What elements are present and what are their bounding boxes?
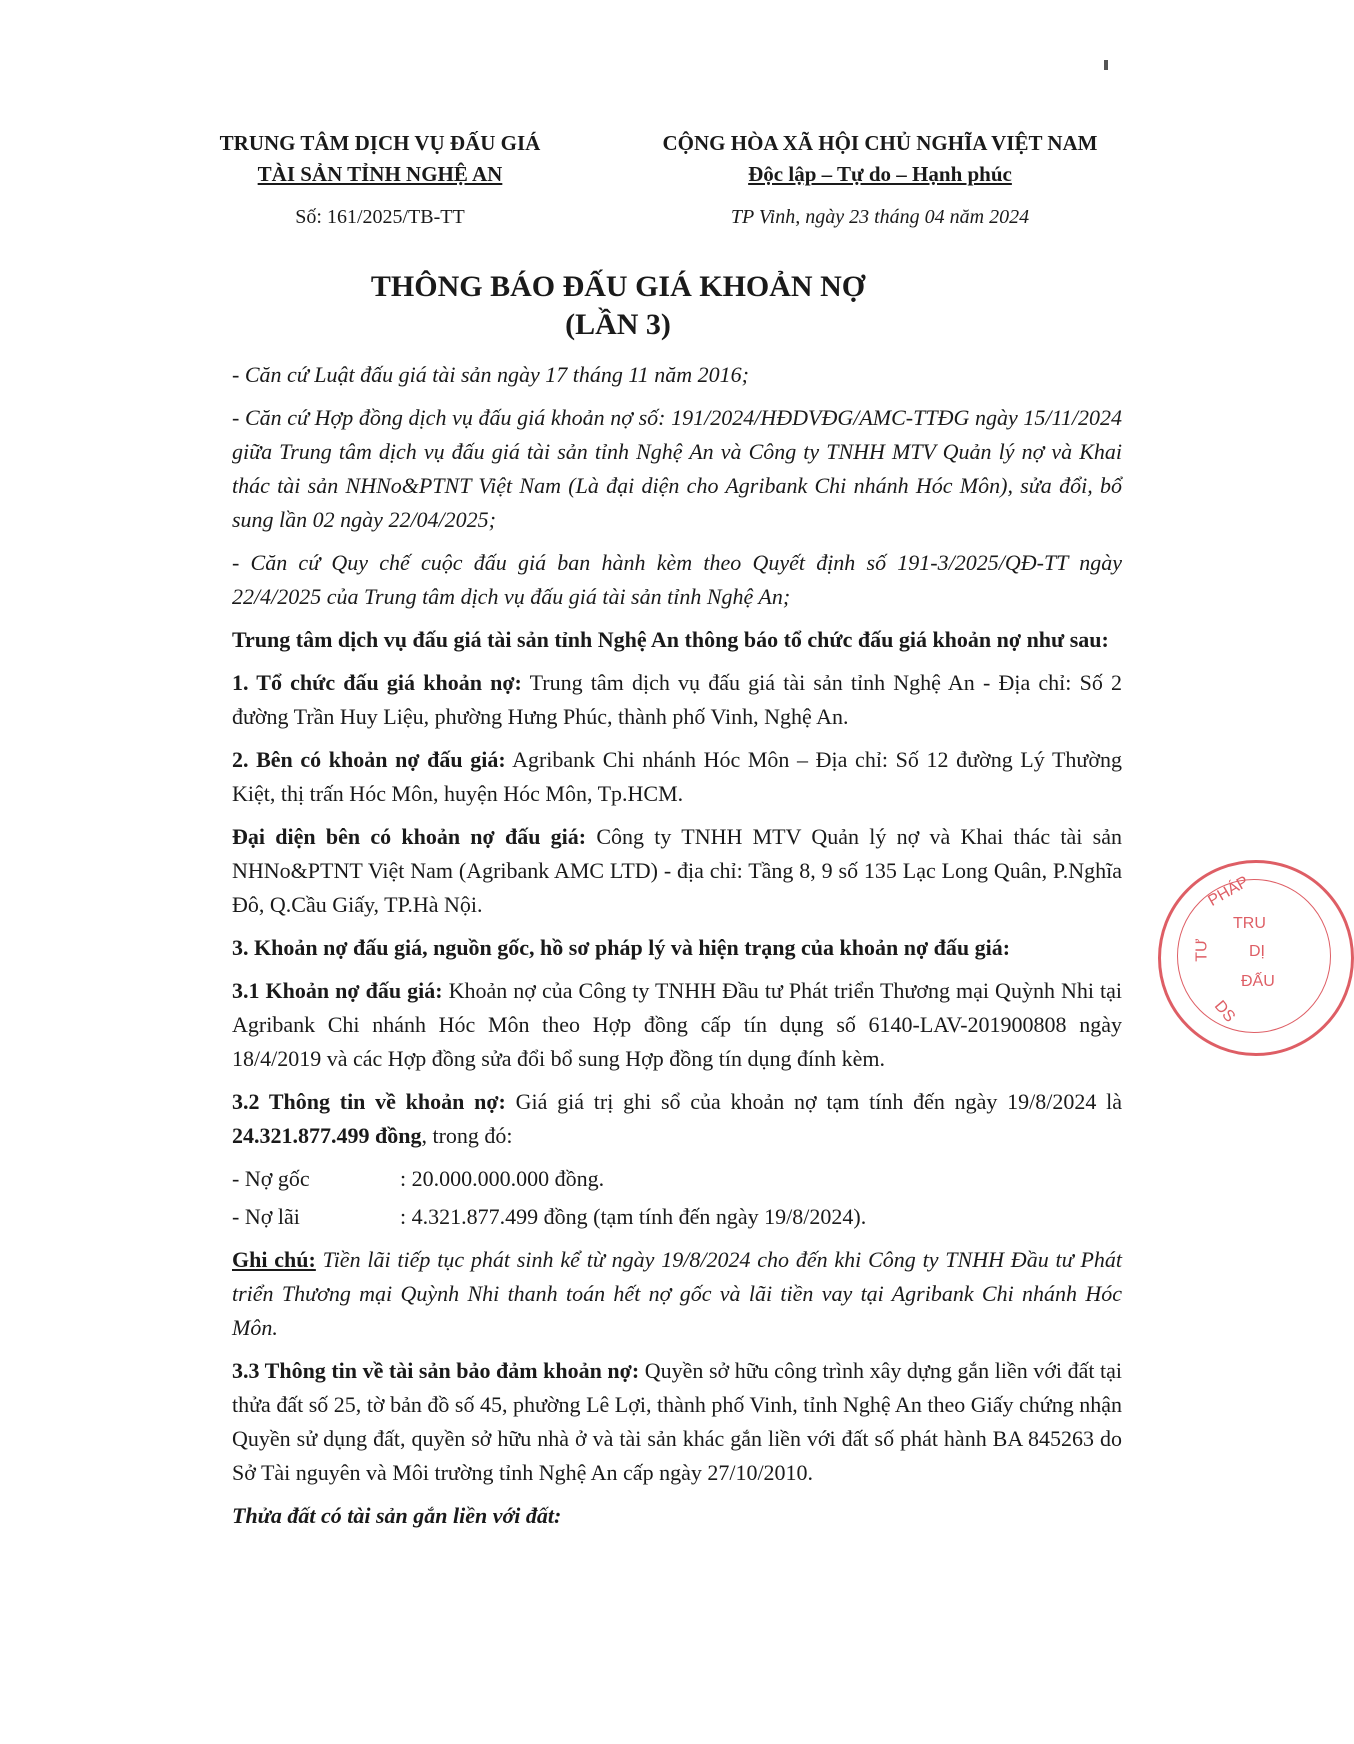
seal-text-6: DS	[1210, 997, 1239, 1026]
seal-text-4: ĐẤU	[1241, 973, 1275, 990]
document-title	[0, 268, 1236, 344]
issuer-line-2: TÀI SẢN TỈNH NGHỆ AN	[257, 162, 503, 186]
scan-mark	[1104, 60, 1108, 70]
interest-label: - Nợ lãi	[232, 1204, 300, 1229]
note-heading: Ghi chú:	[232, 1247, 316, 1272]
legal-basis-3: - Căn cứ Quy chế cuộc đấu giá ban hành kèm theo Quyết định số 191-3/2025/QĐ-TT ngày 22/4/2025 của Trung tâm dịch vụ đấu giá tài sản tỉnh Nghệ An;	[232, 550, 1122, 609]
issuer-block	[160, 128, 600, 232]
national-motto-block	[610, 128, 1150, 232]
title-sub: (LẦN 3)	[565, 308, 671, 341]
section-2-text: Agribank Chi nhánh Hóc Môn – Địa chỉ: Số 12 đường Lý Thường Kiệt, thị trấn Hóc Môn, huyện Hóc Môn, Tp.HCM.	[232, 747, 1122, 806]
section-3-1-heading: 3.1 Khoản nợ đấu giá:	[232, 978, 443, 1003]
section-3-3	[232, 1354, 1122, 1490]
seal-text-1: PHÁP	[1205, 873, 1252, 910]
principal-label: - Nợ gốc	[232, 1166, 310, 1191]
document-header	[0, 128, 1236, 238]
principal-row	[232, 1162, 1122, 1196]
section-3-2	[232, 1085, 1122, 1153]
interest-value: : 4.321.877.499 đồng (tạm tính đến ngày 19/8/2024).	[400, 1204, 867, 1229]
representative	[232, 820, 1122, 922]
note-text: Tiền lãi tiếp tục phát sinh kể từ ngày 19/8/2024 cho đến khi Công ty TNHH Đầu tư Phát triển Thương mại Quỳnh Nhi thanh toán hết nợ gốc và lãi tiền vay tại Agribank Chi nhánh Hóc Môn.	[232, 1247, 1122, 1340]
section-3-1	[232, 974, 1122, 1076]
country-name: CỘNG HÒA XÃ HỘI CHỦ NGHĨA VIỆT NAM	[662, 131, 1098, 155]
document-number: Số: 161/2025/TB-TT	[295, 206, 465, 228]
note	[232, 1243, 1122, 1345]
section-3-2-heading: 3.2 Thông tin về khoản nợ:	[232, 1089, 506, 1114]
principal-value: : 20.000.000.000 đồng.	[400, 1166, 605, 1191]
section-3-2-text: Giá giá trị ghi sổ của khoản nợ tạm tính đến ngày 19/8/2024 là	[515, 1089, 1123, 1114]
title-main: THÔNG BÁO ĐẤU GIÁ KHOẢN NỢ	[370, 270, 866, 303]
seal-text-2: TRU	[1233, 915, 1266, 932]
section-2	[232, 743, 1122, 811]
section-1-heading: 1. Tổ chức đấu giá khoản nợ:	[232, 670, 522, 695]
official-seal	[1158, 860, 1354, 1056]
section-3-heading: 3. Khoản nợ đấu giá, nguồn gốc, hồ sơ pháp lý và hiện trạng của khoản nợ đấu giá:	[232, 935, 1011, 960]
land-heading: Thửa đất có tài sản gắn liền với đất:	[232, 1503, 562, 1528]
issuer-line-1: TRUNG TÂM DỊCH VỤ ĐẤU GIÁ	[219, 131, 541, 155]
document-body	[232, 358, 1122, 1542]
motto: Độc lập – Tự do – Hạnh phúc	[748, 162, 1012, 186]
book-value: 24.321.877.499 đồng	[232, 1123, 422, 1148]
representative-text: Công ty TNHH MTV Quản lý nợ và Khai thác tài sản NHNo&PTNT Việt Nam (Agribank AMC LTD) - địa chỉ: Tầng 8, 9 số 135 Lạc Long Quân, P.Nghĩa Đô, Q.Cầu Giấy, TP.Hà Nội.	[232, 824, 1122, 917]
seal-text-3: DỊ	[1249, 943, 1265, 960]
place-date: TP Vinh, ngày 23 tháng 04 năm 2024	[730, 206, 1030, 228]
section-2-heading: 2. Bên có khoản nợ đấu giá:	[232, 747, 506, 772]
section-1	[232, 666, 1122, 734]
seal-text-5: TƯ	[1193, 938, 1211, 962]
representative-heading: Đại diện bên có khoản nợ đấu giá:	[232, 824, 587, 849]
interest-row	[232, 1200, 1122, 1234]
section-3-2-tail: , trong đó:	[421, 1123, 513, 1148]
section-3-1-text: Khoản nợ của Công ty TNHH Đầu tư Phát triển Thương mại Quỳnh Nhi tại Agribank Chi nhánh Hóc Môn theo Hợp đồng cấp tín dụng số 6140-LAV-201900808 ngày 18/4/2019 và các Hợp đồng sửa đổi bổ sung Hợp đồng tín dụng đính kèm.	[232, 978, 1123, 1071]
legal-basis-1: - Căn cứ Luật đấu giá tài sản ngày 17 tháng 11 năm 2016;	[232, 362, 749, 387]
legal-basis-2: - Căn cứ Hợp đồng dịch vụ đấu giá khoản nợ số: 191/2024/HĐDVĐG/AMC-TTĐG ngày 15/11/2024 giữa Trung tâm dịch vụ đấu giá tài sản tỉnh Nghệ An và Công ty TNHH MTV Quản lý nợ và Khai thác tài sản NHNo&PTNT Việt Nam (Là đại diện cho Agribank Chi nhánh Hóc Môn), sửa đổi, bổ sung lần 02 ngày 22/04/2025;	[232, 405, 1122, 532]
intro-paragraph: Trung tâm dịch vụ đấu giá tài sản tỉnh Nghệ An thông báo tổ chức đấu giá khoản nợ như sau:	[232, 627, 1109, 652]
section-3-3-text: Quyền sở hữu công trình xây dựng gắn liền với đất tại thửa đất số 25, tờ bản đồ số 45, phường Lê Lợi, thành phố Vinh, tỉnh Nghệ An theo Giấy chứng nhận Quyền sử dụng đất, quyền sở hữu nhà ở và tài sản khác gắn liền với đất số phát hành BA 845263 do Sở Tài nguyên và Môi trường tỉnh Nghệ An cấp ngày 27/10/2010.	[232, 1358, 1122, 1485]
section-1-text: Trung tâm dịch vụ đấu giá tài sản tỉnh Nghệ An - Địa chỉ: Số 2 đường Trần Huy Liệu, phường Hưng Phúc, thành phố Vinh, Nghệ An.	[232, 670, 1122, 729]
section-3-3-heading: 3.3 Thông tin về tài sản bảo đảm khoản nợ:	[232, 1358, 640, 1383]
